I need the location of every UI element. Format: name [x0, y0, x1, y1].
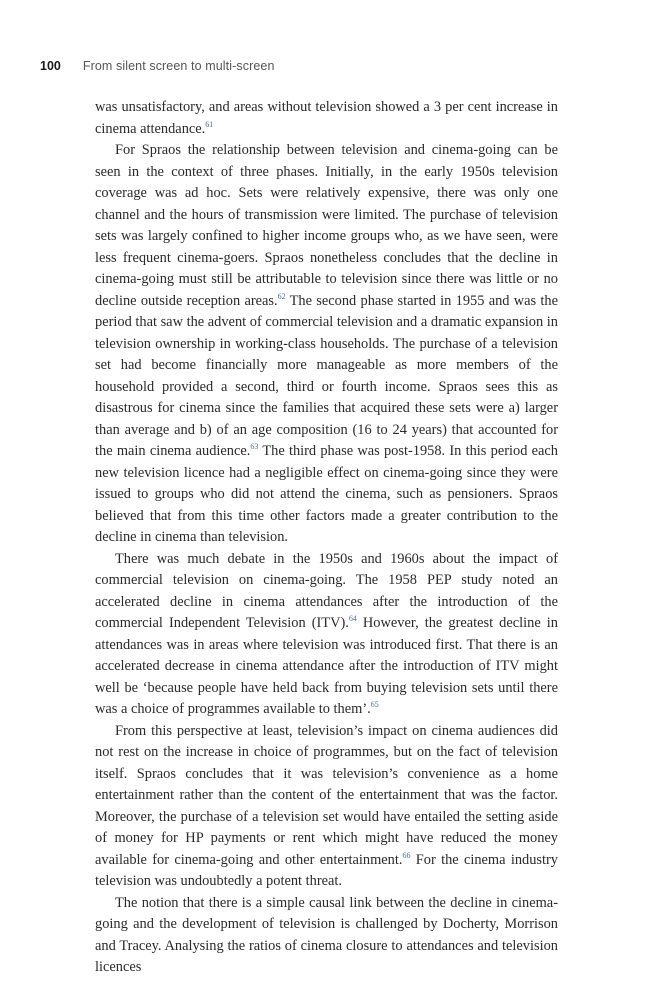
- body-text: [95, 97, 558, 979]
- footnote-ref-65[interactable]: 65: [370, 700, 379, 709]
- paragraph-2-text-c: The third phase was post-1958. In this period each new television licence had a negligible effect on cinema-going since they were issued to groups who did not attend the cinema, such as pensioners. Spraos believed that from this time other factors made a greater contribution to the decline in cinema than television.: [95, 443, 558, 545]
- paragraph-2: [95, 140, 558, 549]
- paragraph-1-text: was unsatisfactory, and areas without television showed a 3 per cent increase in cinema attendance.: [95, 99, 558, 137]
- footnote-ref-64[interactable]: 64: [348, 614, 357, 623]
- paragraph-5-text: The notion that there is a simple causal link between the decline in cinema-going and the development of television is challenged by Docherty, Morrison and Tracey. Analysing the ratios of cinema closure to attendances and television licences: [95, 894, 558, 975]
- paragraph-5: [95, 893, 558, 979]
- footnote-ref-63[interactable]: 63: [250, 442, 259, 451]
- paragraph-1: [95, 97, 558, 140]
- paragraph-2-text-b: The second phase started in 1955 and was the period that saw the advent of commercial television and a dramatic expansion in television ownership in working-class households. The purchase of a television set had become financially more manageable as more members of the household provided a second, third or fourth income. Spraos sees this as disastrous for cinema since the families that acquired these sets were a) larger than average and b) of an age composition (16 to 24 years) that accounted for the main cinema audience.: [95, 292, 558, 459]
- paragraph-4-text-a: From this perspective at least, television’s impact on cinema audiences did not rest on the increase in choice of programmes, but on the fact of television itself. Spraos concludes that it was television’s convenience as a home entertainment rather than the content of the entertainment that was the factor. Moreover, the purchase of a television set would have entailed the setting aside of money for HP payments or rent which might have reduced the money available for cinema-going and other entertainment.: [95, 722, 558, 868]
- paragraph-3-text-b: However, the greatest decline in attendances was in areas where television was introduced first. That there is an accelerated decrease in cinema attendance after the introduction of ITV might well be ‘because people have held back from buying television sets until there was a choice of programmes available to them’.: [95, 615, 558, 717]
- paragraph-2-text-a: For Spraos the relationship between television and cinema-going can be seen in the context of three phases. Initially, in the early 1950s television coverage was ad hoc. Sets were relatively expensive, there was only one channel and the hours of transmission were limited. The purchase of television sets was largely confined to higher income groups who, as we have seen, were less frequent cinema-goers. Spraos nonetheless concludes that the decline in cinema-going must still be attributable to television since there was little or no decline outside reception areas.: [95, 142, 558, 309]
- page-number: 100: [40, 59, 61, 73]
- paragraph-4: [95, 721, 558, 893]
- footnote-ref-66[interactable]: 66: [402, 850, 411, 860]
- running-title: From silent screen to multi-screen: [82, 59, 275, 73]
- paragraph-3-text-a: There was much debate in the 1950s and 1960s about the impact of commercial television on cinema-going. The 1958 PEP study noted an accelerated decline in cinema attendances after the introduction of the commercial Independent Television (ITV).: [95, 550, 558, 631]
- footnote-ref-62[interactable]: 62: [277, 291, 286, 301]
- running-head: [40, 59, 275, 73]
- paragraph-3: [95, 549, 558, 721]
- footnote-ref-61[interactable]: 61: [205, 119, 214, 129]
- paragraph-4-text-b: For the cinema industry television was undoubtedly a potent threat.: [95, 851, 558, 889]
